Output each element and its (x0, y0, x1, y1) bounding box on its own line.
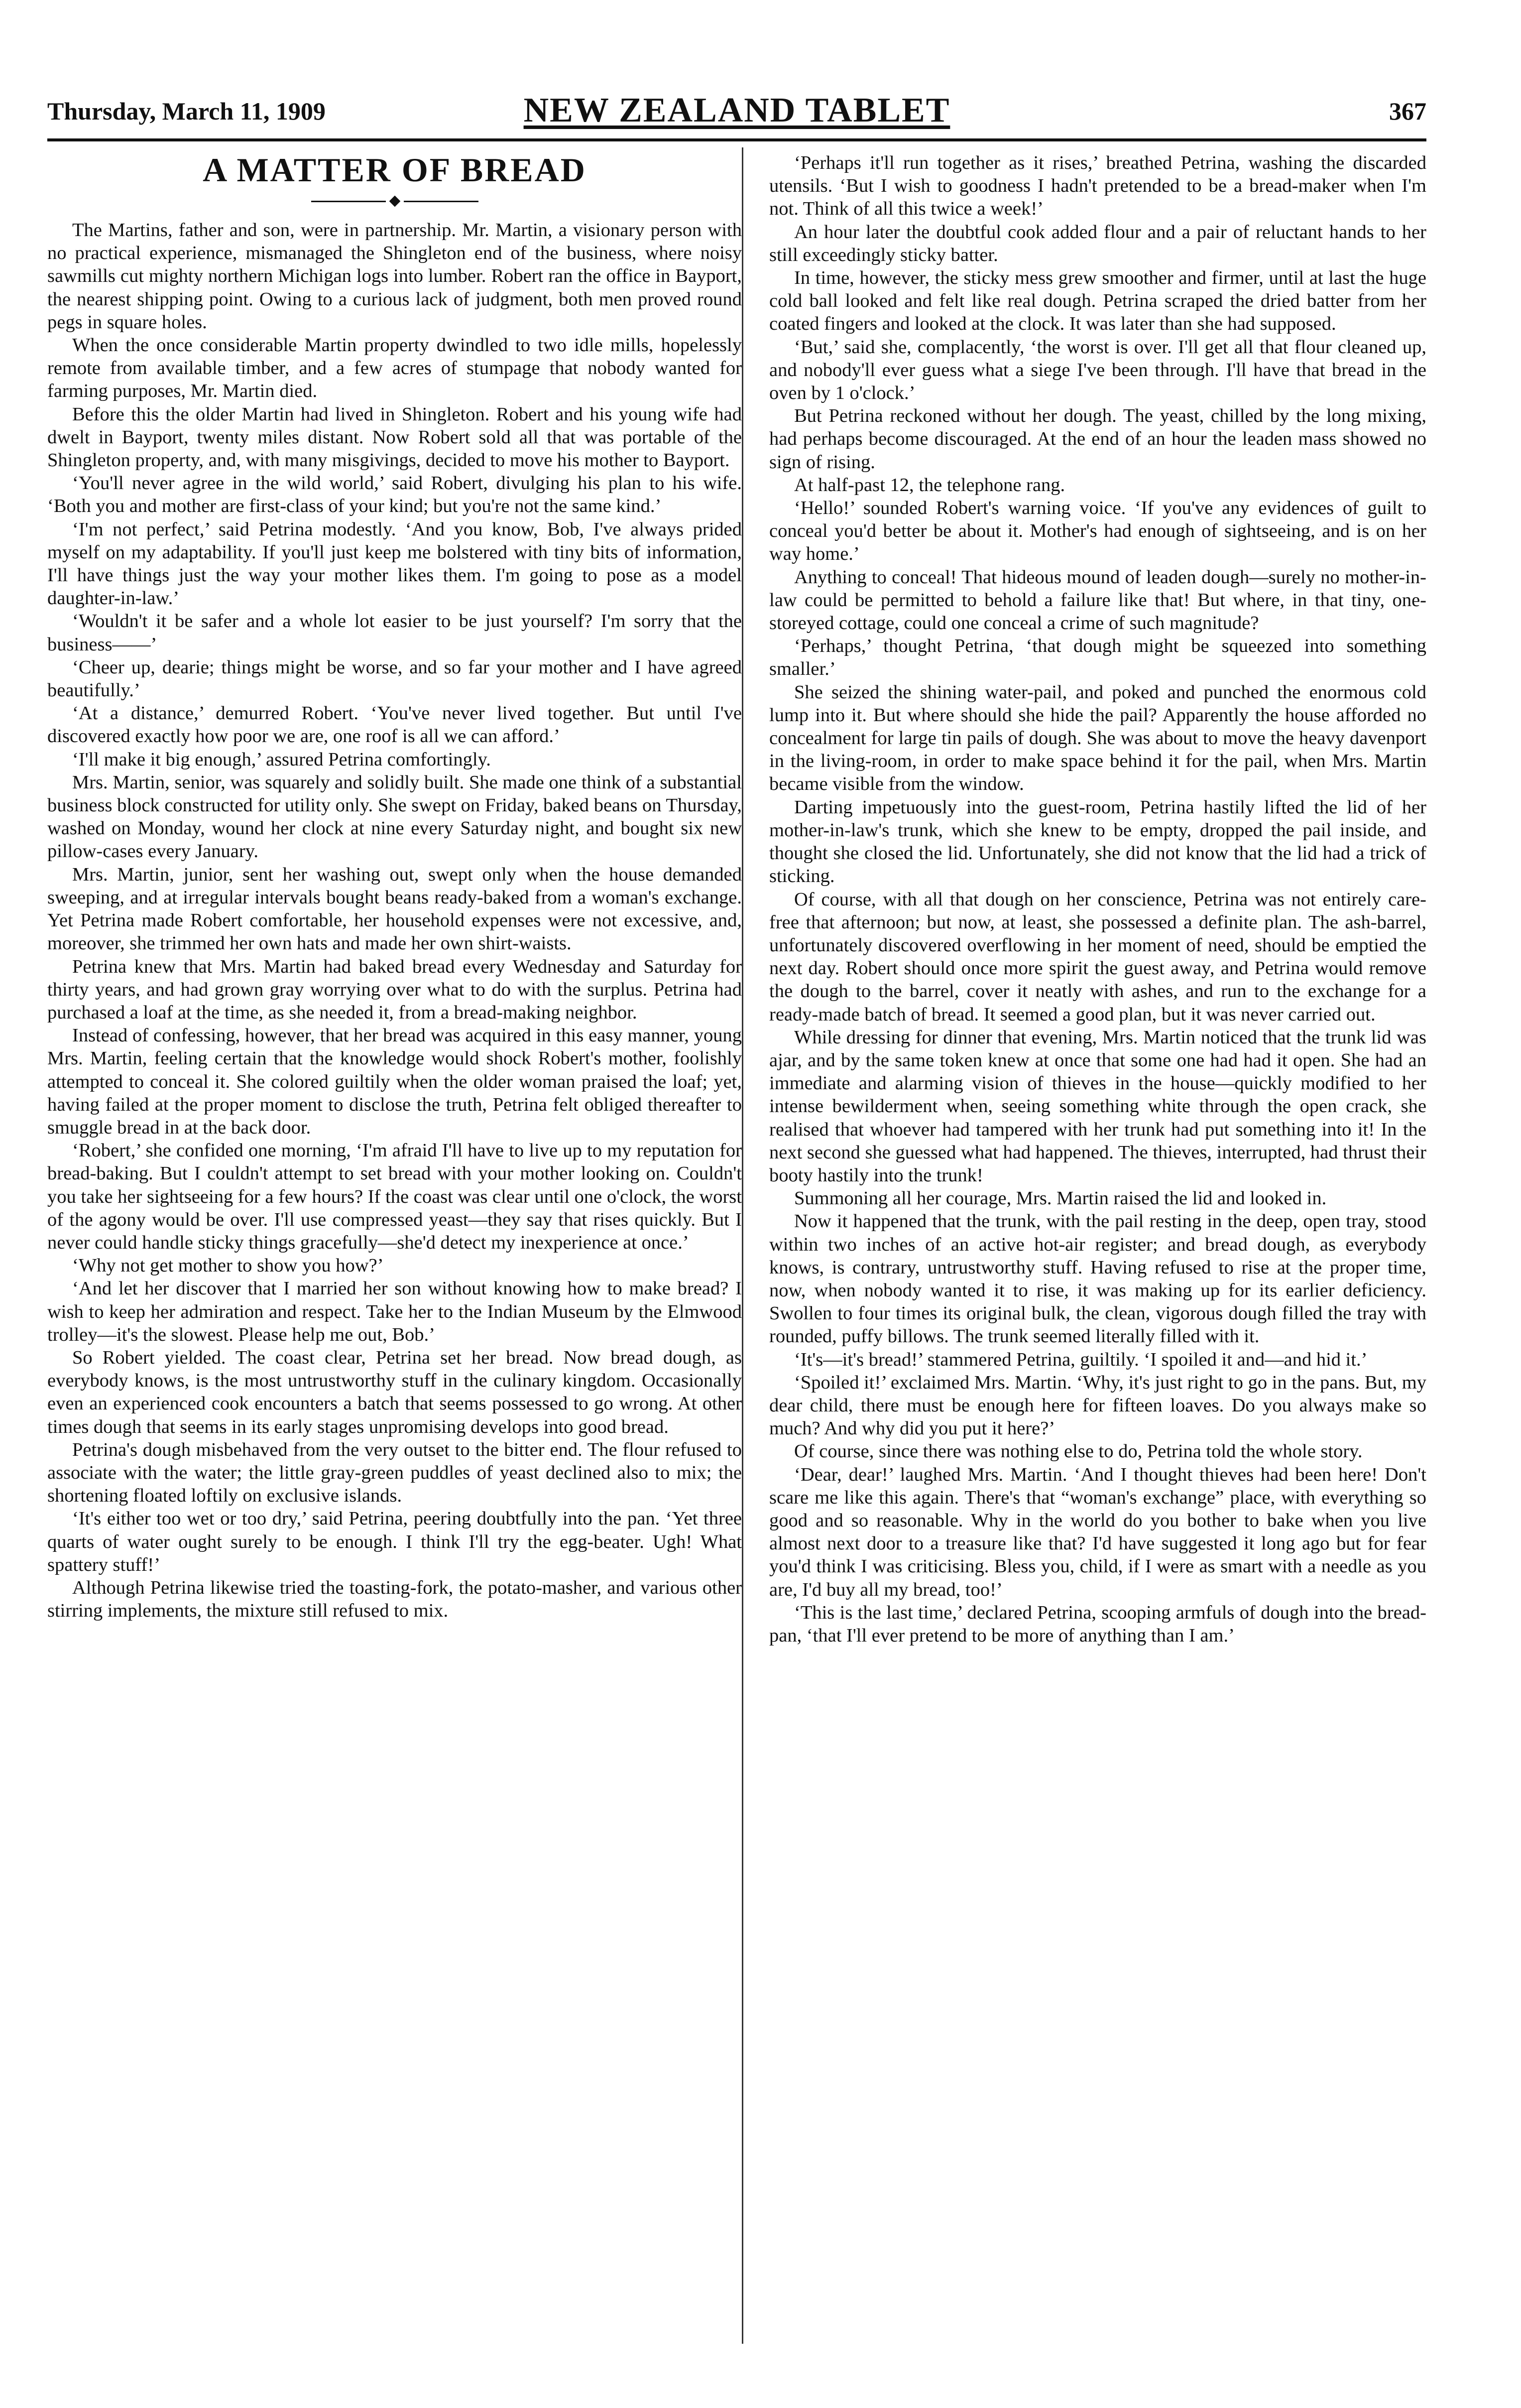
page-number: 367 (1389, 97, 1426, 125)
article-paragraph: ‘Dear, dear!’ laughed Mrs. Martin. ‘And I thought thieves had been here! Don't scare me like this again. There's that “woman's exchange” place, with everything so good and so reasonable. Why in the world do you bother to bake when you live almost next door to a treasure like that? I'd have suggested it long ago but for fear you'd think I was criticising. Bless you, child, if I were as smart with a needle as you are, I'd buy all my bread, too!’ (769, 1464, 1426, 1600)
article-paragraph: ‘Spoiled it!’ exclaimed Mrs. Martin. ‘Why, it's just right to go in the pans. But, my dear child, there must be enough here for fifteen loaves. Do you always make so much? And why did you put it here?’ (769, 1372, 1426, 1439)
running-header (47, 91, 1426, 133)
column-left-body (47, 219, 742, 1622)
ornament-line-left (311, 201, 386, 202)
article-paragraph: ‘Robert,’ she confided one morning, ‘I'm afraid I'll have to live up to my reputation for bread-baking. But I couldn't attempt to set bread with your mother looking on. Couldn't you take her sightseeing for a few hours? If the coast was clear until one o'clock, the worst of the agony would be over. I'll use compressed yeast—they say that rises quickly. But I never could handle sticky things gracefully—she'd detect my inexperience at once.’ (47, 1140, 742, 1253)
article-paragraph: She seized the shining water-pail, and poked and punched the enormous cold lump into it. But where should she hide the pail? Apparently the house afforded no concealment for large tin pails of dough. She was about to move the heavy davenport in the living-room, in order to make space behind it for the pail, when Mrs. Martin became visible from the window. (769, 681, 1426, 795)
article-paragraph: In time, however, the sticky mess grew smoother and firmer, until at last the huge cold ball looked and felt like real dough. Petrina scraped the dried batter from her coated fingers and looked at the clock. It was later than she had supposed. (769, 267, 1426, 335)
column-divider (742, 147, 743, 2344)
article-paragraph: ‘And let her discover that I married her son without knowing how to make bread? I wish to keep her admiration and respect. Take her to the Indian Museum by the Elmwood trolley—it's the slowest. Please help me out, Bob.’ (47, 1278, 742, 1345)
column-left (47, 147, 742, 2349)
article-paragraph: ‘At a distance,’ demurred Robert. ‘You've never lived together. But until I've discovered exactly how poor we are, one roof is all we can afford.’ (47, 703, 742, 747)
article-paragraph: ‘It's either too wet or too dry,’ said Petrina, peering doubtfully into the pan. ‘Yet three quarts of water ought surely to be enough. I think I'll try the egg-beater. Ugh! What spattery stuff!’ (47, 1508, 742, 1575)
article-paragraph: When the once considerable Martin property dwindled to two idle mills, hopelessly remote from available timber, and a few acres of stumpage that nobody wanted for farming purposes, Mr. Martin died. (47, 335, 742, 402)
column-right-body (769, 151, 1426, 1647)
article-paragraph: Anything to conceal! That hideous mound of leaden dough—surely no mother-in-law could be permitted to behold a failure like that! But where, in that tiny, one-storeyed cottage, could one conceal a crime of such magnitude? (769, 566, 1426, 634)
issue-date: Thursday, March 11, 1909 (47, 97, 326, 125)
article-paragraph: Of course, since there was nothing else to do, Petrina told the whole story. (794, 1441, 1363, 1462)
diamond-icon (389, 196, 400, 207)
title-ornament (47, 193, 742, 210)
article-paragraph: So Robert yielded. The coast clear, Petrina set her bread. Now bread dough, as everybody knows, is the most untrustworthy stuff in the culinary kingdom. Occasionally even an experienced cook encounters a batch that seems possessed to go wrong. At other times dough that seems in its early stages unpromising develops into good bread. (47, 1347, 742, 1437)
article-paragraph: Mrs. Martin, junior, sent her washing out, swept only when the house demanded sweeping, and at irregular intervals bought beans ready-baked from a woman's exchange. Yet Petrina made Robert comfortable, her household expenses were not excessive, and, moreover, she trimmed her own hats and made her own shirt-waists. (47, 864, 742, 954)
article-paragraph: While dressing for dinner that evening, Mrs. Martin noticed that the trunk lid was ajar, and by the same token knew at once that some one had had it open. She had an immediate and alarming vision of thieves in the house—quickly modified to her intense bewilderment when, seeing something white through the open crack, she realised that whoever had tampered with her trunk had put something into it! In the next second she guessed what had happened. The thieves, interrupted, had thrust their booty hastily into the trunk! (769, 1026, 1426, 1186)
article-paragraph: Darting impetuously into the guest-room, Petrina hastily lifted the lid of her mother-in-law's trunk, which she knew to be empty, dropped the pail inside, and thought she closed the lid. Unfortunately, she did not know that the lid had a trick of sticking. (769, 796, 1426, 887)
article-paragraph: ‘You'll never agree in the wild world,’ said Robert, divulging his plan to his wife. ‘Both you and mother are first-class of your kind; but you're not the same kind.’ (47, 473, 742, 517)
article-paragraph: Of course, with all that dough on her conscience, Petrina was not entirely care-free that afternoon; but now, at least, she possessed a definite plan. The ash-barrel, unfortunately discovered overflowing in her moment of need, should be emptied the next day. Robert should once more spirit the guest away, and Petrina would remove the dough to the barrel, cover it neatly with ashes, and run to the exchange for a ready-made batch of bread. It seemed a good plan, but it was never carried out. (769, 888, 1426, 1025)
article-paragraph: ‘Perhaps,’ thought Petrina, ‘that dough might be squeezed into something smaller.’ (769, 635, 1426, 680)
masthead-title: NEW ZEALAND TABLET (523, 91, 950, 129)
ornament-line-right (404, 201, 478, 202)
article-paragraph: Instead of confessing, however, that her bread was acquired in this easy manner, young Mrs. Martin, feeling certain that the knowledge would shock Robert's mother, foolishly attempted to conceal it. She colored guiltily when the older woman praised the loaf; yet, having failed at the proper moment to disclose the truth, Petrina felt obliged thereafter to smuggle bread in at the back door. (47, 1025, 742, 1138)
article-paragraph: Now it happened that the trunk, with the pail resting in the deep, open tray, stood within two inches of an active hot-air register; and bread dough, as everybody knows, is contrary, untrustworthy stuff. Having refused to rise at the proper time, now, when nobody wanted it to rise, it was making up for its earlier deficiency. Swollen to four times its original bulk, the clean, vigorous dough filled the tray with rounded, puffy billows. The trunk seemed literally filled with it. (769, 1211, 1426, 1347)
article-paragraph: Before this the older Martin had lived in Shingleton. Robert and his young wife had dwelt in Bayport, twenty miles distant. Now Robert sold all that was portable of the Shingleton property, and, with many misgivings, decided to move his mother to Bayport. (47, 403, 742, 471)
article-paragraph: An hour later the doubtful cook added flour and a pair of reluctant hands to her still exceedingly sticky batter. (769, 221, 1426, 265)
article-paragraph: ‘I'm not perfect,’ said Petrina modestly. ‘And you know, Bob, I've always prided myself on my adaptability. If you'll just keep me bolstered with tiny bits of information, I'll have things just the way your mother likes them. I'm going to pose as a model daughter-in-law.’ (47, 518, 742, 609)
article-title: A MATTER OF BREAD (203, 151, 586, 189)
article-paragraph: But Petrina reckoned without her dough. The yeast, chilled by the long mixing, had perhaps become discouraged. At the end of an hour the leaden mass showed no sign of rising. (769, 405, 1426, 473)
article-paragraph: Petrina knew that Mrs. Martin had baked bread every Wednesday and Saturday for thirty years, and had grown gray worrying over what to do with the surplus. Petrina had purchased a loaf at the time, as she needed it, from a bread-making neighbor. (47, 956, 742, 1023)
article-paragraph: At half-past 12, the telephone rang. (794, 474, 1065, 496)
article-paragraph: ‘Perhaps it'll run together as it rises,’ breathed Petrina, washing the discarded utensils. ‘But I wish to goodness I hadn't pretended to be a bread-maker when I'm not. Think of all this twice a week!’ (769, 152, 1426, 220)
article-paragraph: Although Petrina likewise tried the toasting-fork, the potato-masher, and various other stirring implements, the mixture still refused to mix. (47, 1577, 742, 1622)
article-paragraph: The Martins, father and son, were in partnership. Mr. Martin, a visionary person with no practical experience, mismanaged the Shingleton end of the business, where noisy sawmills cut mighty northern Michigan logs into lumber. Robert ran the office in Bayport, the nearest shipping point. Owing to a curious lack of judgment, both men proved round pegs in square holes. (47, 220, 742, 333)
article-paragraph: ‘But,’ said she, complacently, ‘the worst is over. I'll get all that flour cleaned up, and nobody'll ever guess what a siege I've been through. I'll have that bread in the oven by 1 o'clock.’ (769, 336, 1426, 404)
article-paragraph: Summoning all her courage, Mrs. Martin raised the lid and looked in. (794, 1188, 1327, 1209)
article-paragraph: ‘It's—it's bread!’ stammered Petrina, guiltily. ‘I spoiled it and—and hid it.’ (794, 1349, 1368, 1370)
article-paragraph: ‘Hello!’ sounded Robert's warning voice. ‘If you've any evidences of guilt to conceal you'd better be about it. Mother's had enough of sightseeing, and is on her way home.’ (769, 498, 1426, 565)
article-paragraph: Mrs. Martin, senior, was squarely and solidly built. She made one think of a substantial business block constructed for utility only. She swept on Friday, baked beans on Thursday, washed on Monday, wound her clock at nine every Saturday night, and bought six new pillow-cases every January. (47, 771, 742, 862)
article-paragraph: ‘Wouldn't it be safer and a whole lot easier to be just yourself? I'm sorry that the business——’ (47, 611, 742, 655)
article-paragraph: ‘Cheer up, dearie; things might be worse, and so far your mother and I have agreed beautifully.’ (47, 656, 742, 701)
article-paragraph: ‘Why not get mother to show you how?’ (72, 1255, 384, 1276)
header-rule (47, 138, 1426, 141)
column-right (769, 151, 1426, 2353)
article-paragraph: Petrina's dough misbehaved from the very outset to the bitter end. The flour refused to associate with the water; the little gray-green puddles of yeast declined also to mix; the shortening floated loftily on exclusive islands. (47, 1439, 742, 1507)
article-paragraph: ‘I'll make it big enough,’ assured Petrina comfortingly. (72, 749, 491, 770)
article-paragraph: ‘This is the last time,’ declared Petrina, scooping armfuls of dough into the bread-pan, ‘that I'll ever pretend to be more of anything than I am.’ (769, 1602, 1426, 1646)
